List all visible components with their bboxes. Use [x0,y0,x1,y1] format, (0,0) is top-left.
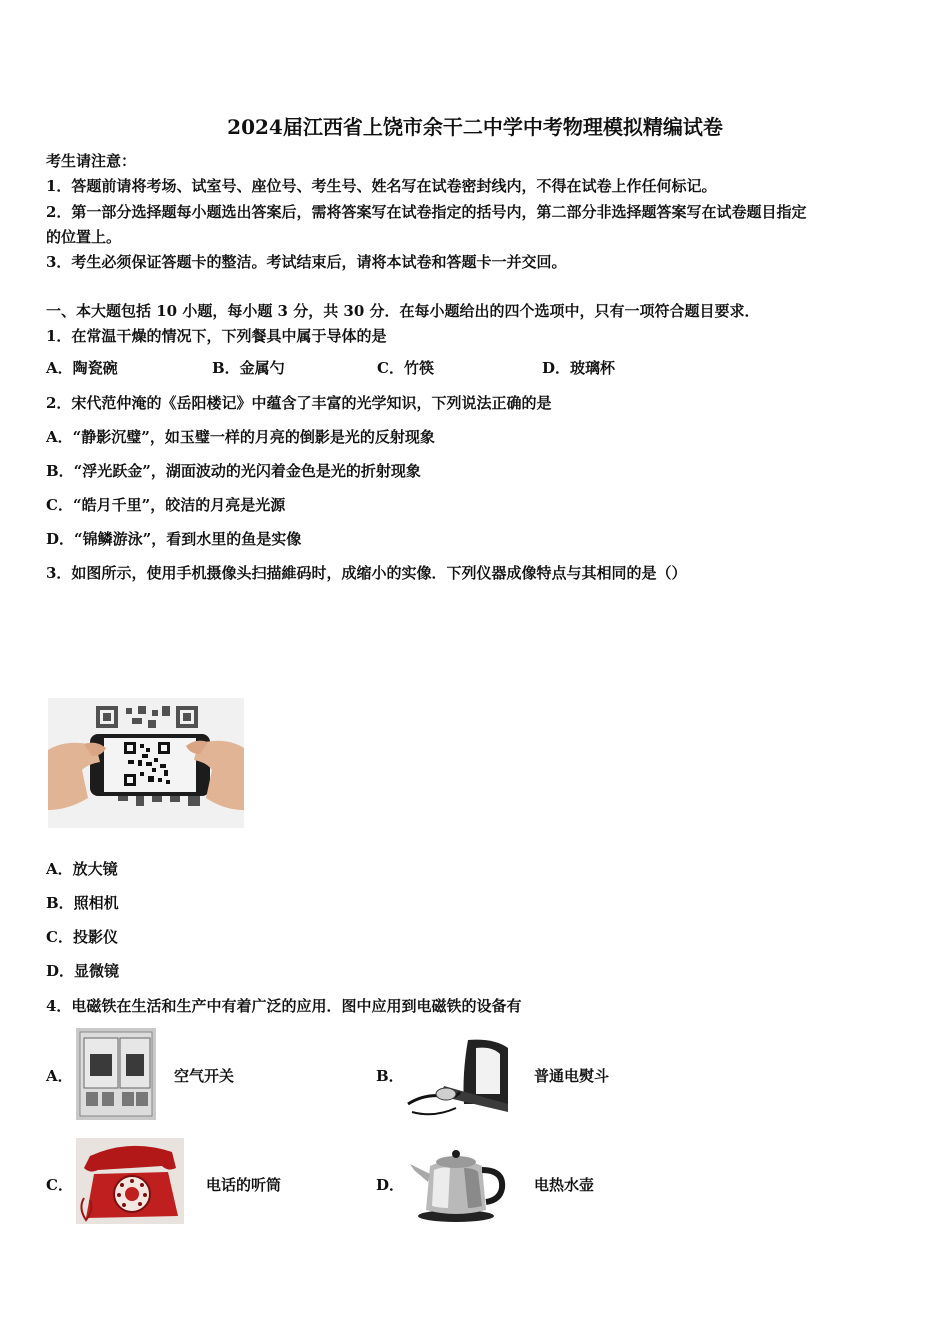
q3-option-a: A．放大镜 [46,860,118,878]
q1-option-c: C．竹筷 [377,359,434,377]
q4-option-d-label: 电热水壶 [534,1176,595,1194]
q4-option-b-label: 普通电熨斗 [534,1067,610,1085]
q4-option-c-letter: C． [46,1176,73,1194]
electric-iron-image [404,1034,516,1120]
q3-option-b: B．照相机 [46,894,119,912]
notice-item-3: 3．考生必须保证答题卡的整洁。考试结束后，请将本试卷和答题卡一并交回。 [46,253,567,271]
q1-option-d: D．玻璃杯 [542,359,616,377]
q1-stem: 1．在常温干燥的情况下，下列餐具中属于导体的是 [46,327,387,345]
exam-title: 2024届江西省上饶市余干二中学中考物理模拟精编试卷 [227,115,723,139]
qr-scan-figure [48,698,244,828]
air-switch-image [76,1028,156,1120]
q1-options [46,358,746,380]
q1-option-a: A．陶瓷碗 [46,359,118,377]
q4-stem: 4．电磁铁在生活和生产中有着广泛的应用．图中应用到电磁铁的设备有 [46,997,522,1015]
q1-option-b: B．金属勺 [212,359,285,377]
q2-option-a: A．“静影沉璧”，如玉璧一样的月亮的倒影是光的反射现象 [46,428,435,446]
electric-kettle-image [404,1136,508,1224]
q3-option-d: D．显微镜 [46,962,120,980]
q4-option-c-label: 电话的听筒 [206,1176,282,1194]
q2-option-c: C．“皓月千里”，皎洁的月亮是光源 [46,496,286,514]
notice-item-2: 2．第一部分选择题每小题选出答案后，需将答案写在试卷指定的括号内，第二部分非选择题答案写在试卷题目指定 [46,203,807,221]
q4-option-d-letter: D． [376,1176,405,1194]
q3-stem: 3．如图所示，使用手机摄像头扫描維码时，成缩小的实像．下列仪器成像特点与其相同的是（） [46,564,687,582]
notice-item-1: 1．答题前请将考场、试室号、座位号、考生号、姓名写在试卷密封线内，不得在试卷上作任何标记。 [46,177,717,195]
q4-option-a-letter: A． [46,1067,73,1085]
q2-stem: 2．宋代范仲淹的《岳阳楼记》中蕴含了丰富的光学知识，下列说法正确的是 [46,394,552,412]
notice-item-2-cont: 的位置上。 [46,228,122,246]
q4-option-a-label: 空气开关 [174,1067,235,1085]
q2-option-d: D．“锦鳞游泳”，看到水里的鱼是实像 [46,530,302,548]
section-heading: 一、本大题包括 10 小题，每小题 3 分，共 30 分．在每小题给出的四个选项中，只有一项符合题目要求． [46,302,760,320]
q3-option-c: C．投影仪 [46,928,118,946]
notice-heading: 考生请注意： [46,152,137,170]
q2-option-b: B．“浮光跃金”，湖面波动的光闪着金色是光的折射现象 [46,462,421,480]
telephone-image [76,1138,184,1224]
q4-option-b-letter: B． [376,1067,404,1085]
